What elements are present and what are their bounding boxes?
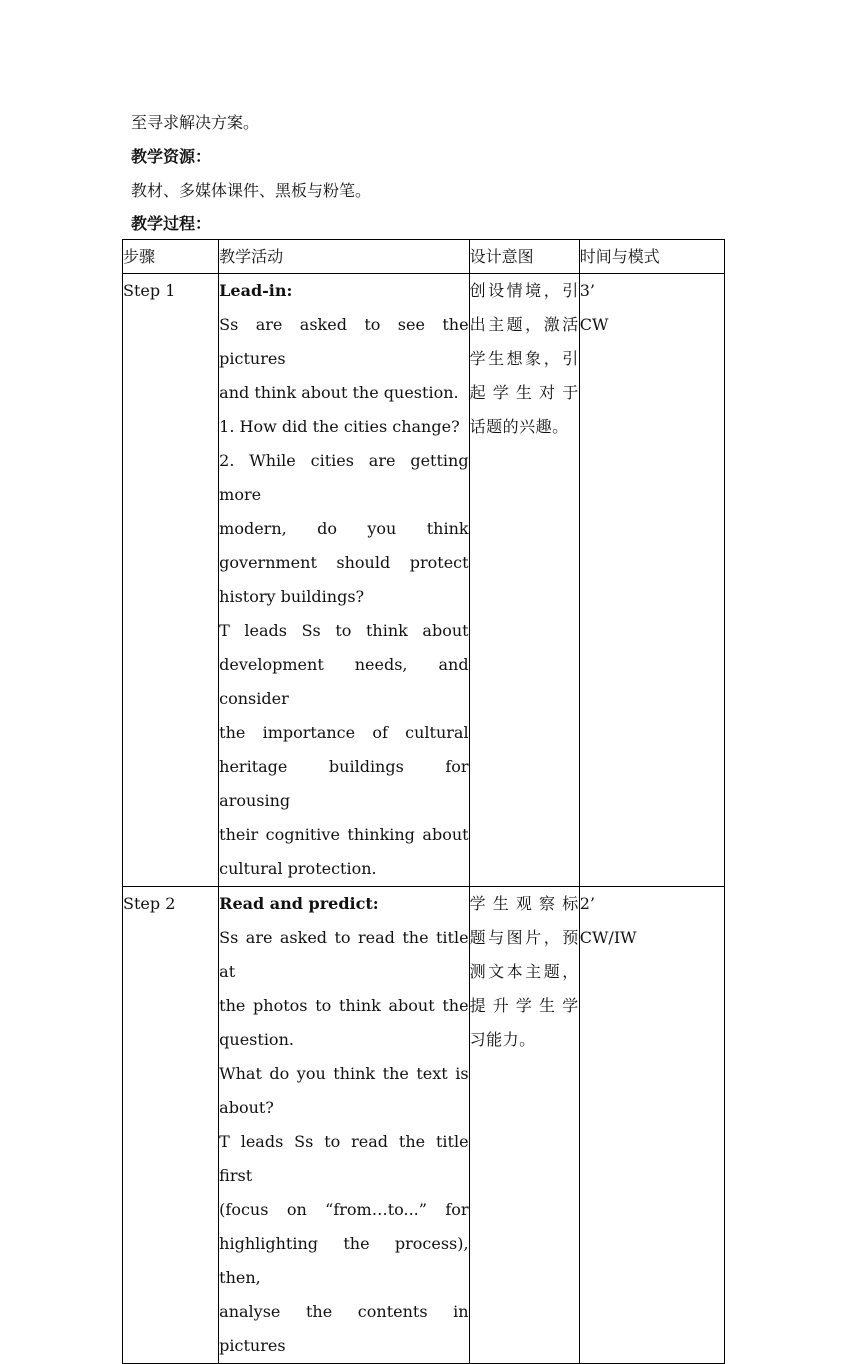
time-mode-cell: [579, 274, 724, 887]
header-intent: 设计意图: [469, 240, 579, 274]
process-heading: 教学过程：: [131, 214, 212, 233]
activity-line: heritage buildings for arousing: [219, 757, 469, 810]
activity-cell: [219, 274, 469, 887]
time-value: 2’: [579, 894, 595, 913]
intent-line: 学生想象，引: [469, 349, 579, 368]
activity-line: about?: [219, 1098, 274, 1117]
intent-line: 题与图片，预: [469, 928, 579, 947]
activity-line: the photos to think about the: [219, 996, 469, 1015]
intent-line: 出主题，激活: [469, 315, 579, 334]
header-step: 步骤: [123, 240, 219, 274]
intent-line: 话题的兴趣。: [469, 417, 569, 436]
table-header-row: [123, 240, 725, 274]
intent-line: 测文本主题，: [469, 962, 579, 981]
mode-value: CW: [579, 315, 609, 334]
activity-line: highlighting the process), then,: [219, 1234, 469, 1287]
activity-line: history buildings?: [219, 587, 365, 606]
activity-line: Ss are asked to see the pictures: [219, 315, 469, 368]
intent-cell: [469, 887, 579, 1364]
intent-line: 学生观察标: [469, 894, 579, 913]
step-cell: [123, 274, 219, 887]
step-label: Step 1: [123, 281, 176, 300]
activity-line: 2. While cities are getting more: [219, 451, 469, 504]
intro-line: 至寻求解决方案。: [131, 113, 260, 132]
table-row: [123, 274, 725, 887]
mode-value: CW/IW: [579, 928, 637, 947]
activity-line: cultural protection.: [219, 859, 377, 878]
step-cell: [123, 887, 219, 1364]
intent-cell: [469, 274, 579, 887]
activity-line: 1. How did the cities change?: [219, 417, 460, 436]
intent-line: 习能力。: [469, 1030, 536, 1049]
resources-text: 教材、多媒体课件、黑板与粉笔。: [131, 181, 372, 200]
intent-line: 起学生对于: [469, 383, 579, 402]
activity-line: development needs, and consider: [219, 655, 469, 708]
activity-line: modern, do you think: [219, 519, 469, 538]
activity-line: T leads Ss to think about: [219, 621, 469, 640]
activity-line: (focus on “from…to...” for: [219, 1200, 469, 1219]
activity-line: analyse the contents in pictures: [219, 1302, 469, 1355]
time-mode-cell: [579, 887, 724, 1364]
lesson-plan-table: [122, 239, 725, 1364]
intent-line: 创设情境，引: [469, 281, 579, 300]
step-label: Step 2: [123, 894, 176, 913]
activity-title: Lead-in:: [219, 281, 293, 300]
activity-cell: [219, 887, 469, 1364]
activity-line: Ss are asked to read the title at: [219, 928, 469, 981]
activity-line: government should protect: [219, 553, 469, 572]
activity-title: Read and predict:: [219, 894, 379, 913]
activity-line: What do you think the text is: [219, 1064, 469, 1083]
resources-heading: 教学资源：: [131, 147, 212, 166]
header-activity: 教学活动: [219, 240, 469, 274]
activity-line: question.: [219, 1030, 294, 1049]
activity-line: T leads Ss to read the title first: [219, 1132, 469, 1185]
activity-line: the importance of cultural: [219, 723, 469, 742]
intent-line: 提升学生学: [469, 996, 579, 1015]
activity-line: and think about the question.: [219, 383, 459, 402]
header-time-mode: 时间与模式: [579, 240, 724, 274]
time-value: 3’: [579, 281, 595, 300]
table-row: [123, 887, 725, 1364]
activity-line: their cognitive thinking about: [219, 825, 469, 844]
